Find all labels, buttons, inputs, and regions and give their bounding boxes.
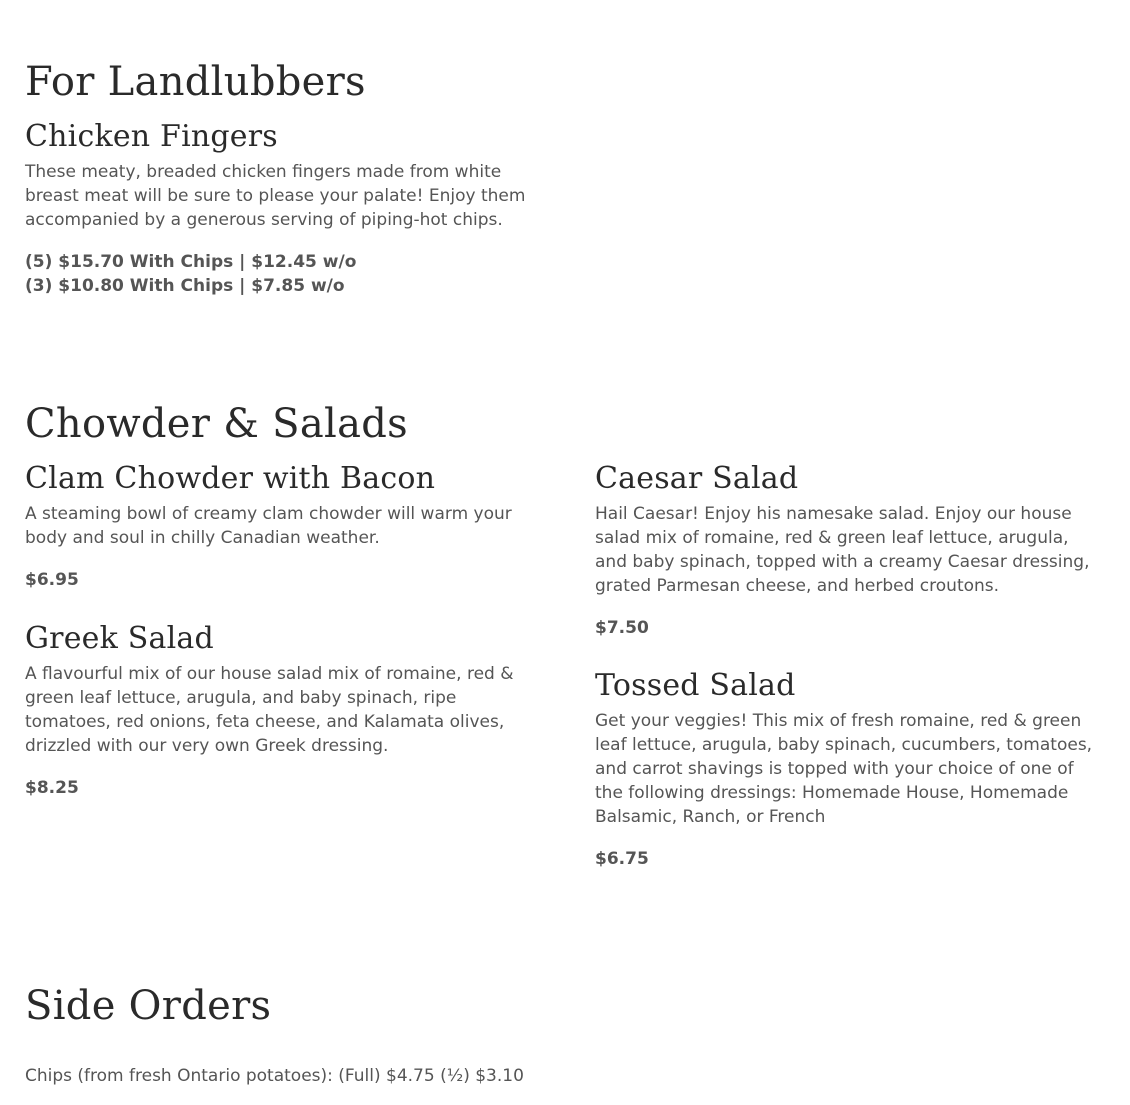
menu-item-price: $7.50 <box>595 618 649 638</box>
menu-item-name: Tossed Salad <box>595 668 796 703</box>
menu-item-price: $6.75 <box>595 849 649 869</box>
section-title-side-orders: Side Orders <box>25 983 272 1029</box>
price-line-five: (5) $15.70 With Chips | $12.45 w/o <box>25 252 357 272</box>
menu-item-description: Hail Caesar! Enjoy his namesake salad. Enjoy our house salad mix of romaine, red & green leaf lettuce, arugula, and baby spinach, topped with a creamy Caesar dressing, grated Parmesan cheese, and herbed croutons. <box>595 504 1090 596</box>
side-order-chips: Chips (from fresh Ontario potatoes): (Full) $4.75 (½) $3.10 <box>25 1066 524 1086</box>
section-title-landlubbers: For Landlubbers <box>25 59 366 105</box>
menu-item-name: Caesar Salad <box>595 461 799 496</box>
menu-item-description: A steaming bowl of creamy clam chowder will warm your body and soul in chilly Canadian weather. <box>25 504 512 548</box>
menu-item-clam-chowder <box>25 461 535 592</box>
menu-item-description: A flavourful mix of our house salad mix of romaine, red & green leaf lettuce, arugula, and baby spinach, ripe tomatoes, red onions, feta cheese, and Kalamata olives, drizzled with our very own Greek dressing. <box>25 664 514 756</box>
section-title-chowder-salads: Chowder & Salads <box>25 401 408 447</box>
menu-item-description: Get your veggies! This mix of fresh romaine, red & green leaf lettuce, arugula, baby spinach, cucumbers, tomatoes, and carrot shavings is topped with your choice of one of the following dressings: Homemade House, Homemade Balsamic, Ranch, or French <box>595 711 1093 827</box>
menu-item-name: Greek Salad <box>25 621 214 656</box>
menu-item-tossed-salad <box>595 668 1105 871</box>
price-line-three: (3) $10.80 With Chips | $7.85 w/o <box>25 276 345 296</box>
menu-item-greek-salad <box>25 621 535 800</box>
menu-item-chicken-fingers <box>25 119 535 298</box>
menu-item-description: These meaty, breaded chicken fingers made from white breast meat will be sure to please your palate! Enjoy them accompanied by a generous serving of piping-hot chips. <box>25 162 526 230</box>
menu-item-price <box>25 250 535 298</box>
menu-item-name: Chicken Fingers <box>25 119 278 154</box>
menu-item-name: Clam Chowder with Bacon <box>25 461 436 496</box>
menu-item-price: $8.25 <box>25 778 79 798</box>
menu-item-price: $6.95 <box>25 570 79 590</box>
menu-item-caesar-salad <box>595 461 1105 640</box>
